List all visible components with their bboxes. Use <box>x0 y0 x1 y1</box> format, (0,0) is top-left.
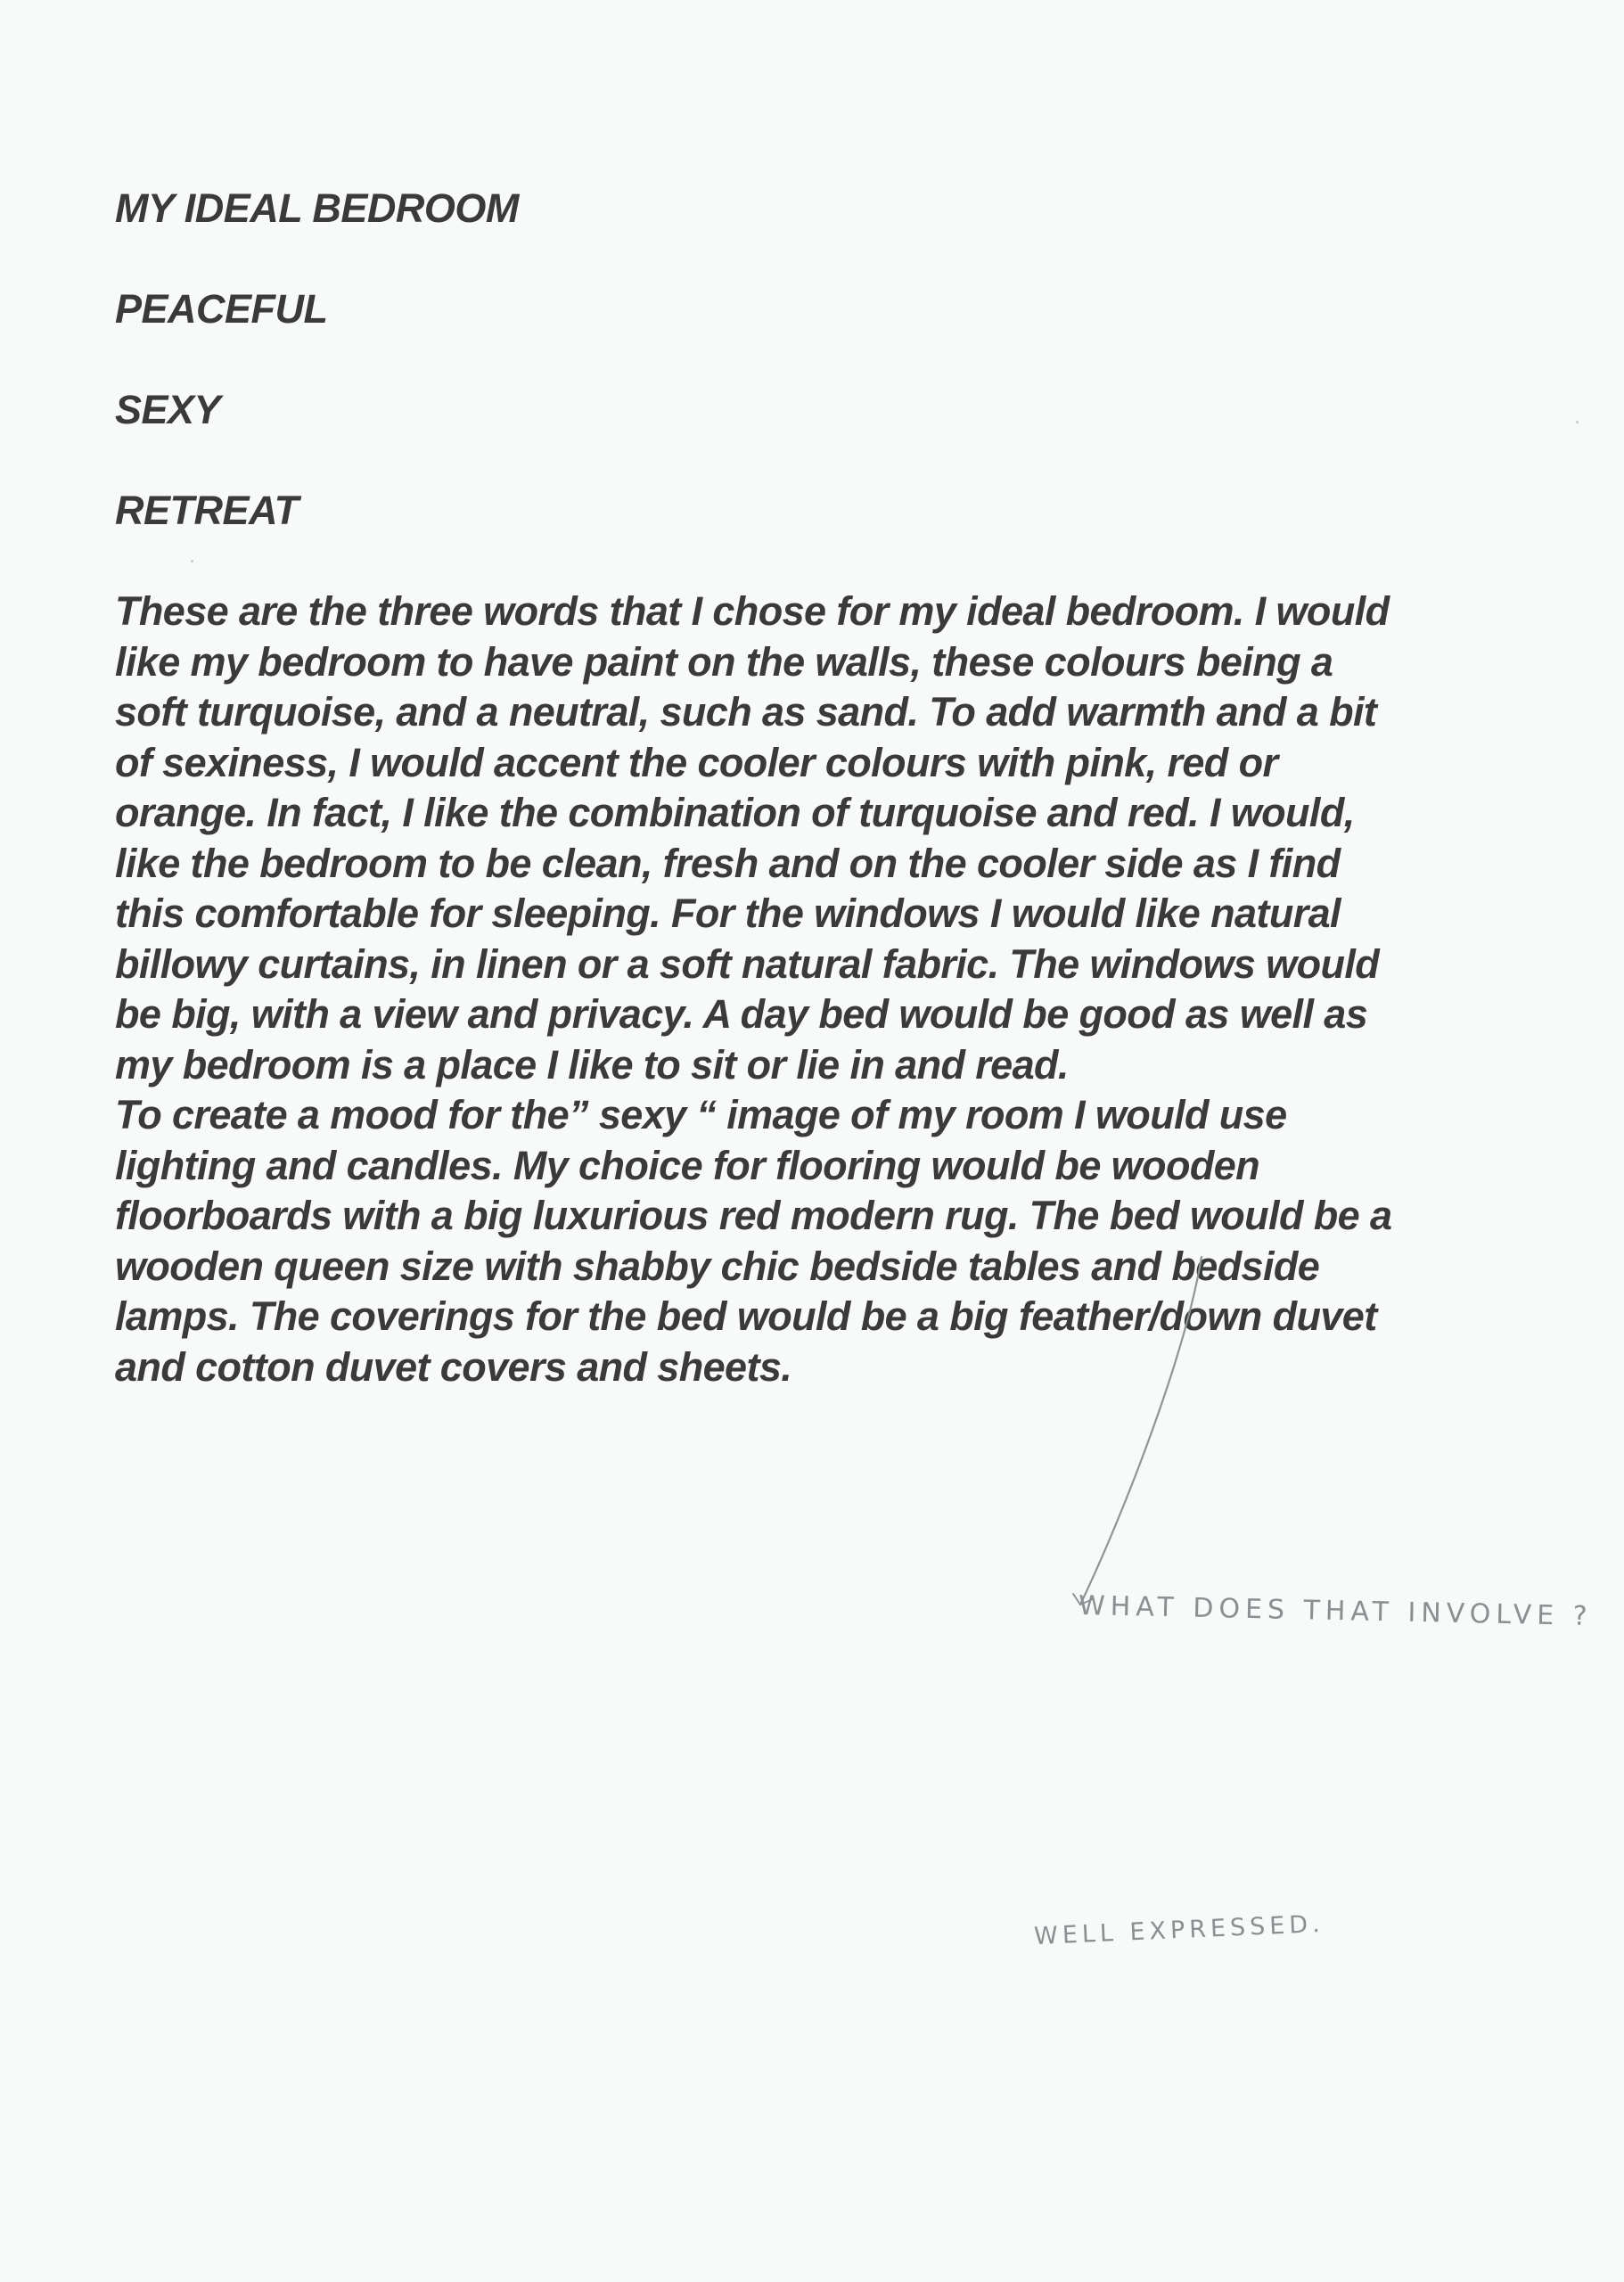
essay-line: and cotton duvet covers and sheets. <box>115 1343 792 1390</box>
teacher-praise-note: WELL EXPRESSED. <box>1033 1909 1325 1951</box>
essay-line: lighting and candles. My choice for flooring would be wooden <box>115 1142 1260 1188</box>
essay-line: These are the three words that I chose for my ideal bedroom. I would <box>115 588 1390 634</box>
teacher-question-note: WHAT DOES THAT INVOLVE ? <box>1078 1589 1594 1633</box>
essay-line: soft turquoise, and a neutral, such as sand. To add warmth and a bit <box>115 689 1377 735</box>
essay-line: orange. In fact, I like the combination of turquoise and red. I would, <box>115 790 1355 835</box>
essay-line: of sexiness, I would accent the cooler colours with pink, red or <box>115 739 1278 785</box>
essay-line: my bedroom is a place I like to sit or lie in and read. <box>115 1041 1069 1088</box>
essay-line: be big, with a view and privacy. A day bed would be good as well as <box>115 991 1368 1037</box>
paper-speck <box>191 560 193 562</box>
essay-line: lamps. The coverings for the bed would be a big feather/down duvet <box>115 1293 1377 1339</box>
essay-line: floorboards with a big luxurious red modern rug. The bed would be a <box>115 1193 1392 1238</box>
essay-line: like my bedroom to have paint on the walls, these colours being a <box>115 638 1333 685</box>
keyword-retreat: RETREAT <box>115 488 299 533</box>
paper-speck <box>1576 421 1579 423</box>
essay-line: To create a mood for the” sexy “ image of my room I would use <box>115 1092 1287 1137</box>
essay-line: billowy curtains, in linen or a soft natural fabric. The windows would <box>115 940 1380 987</box>
essay-line: this comfortable for sleeping. For the windows I would like natural <box>115 891 1341 936</box>
keyword-peaceful: PEACEFUL <box>115 286 328 332</box>
essay-line: like the bedroom to be clean, fresh and on the cooler side as I find <box>115 840 1341 886</box>
keyword-sexy: SEXY <box>115 387 221 432</box>
document-title: MY IDEAL BEDROOM <box>115 185 519 231</box>
essay-line: wooden queen size with shabby chic bedside tables and bedside <box>115 1243 1320 1289</box>
